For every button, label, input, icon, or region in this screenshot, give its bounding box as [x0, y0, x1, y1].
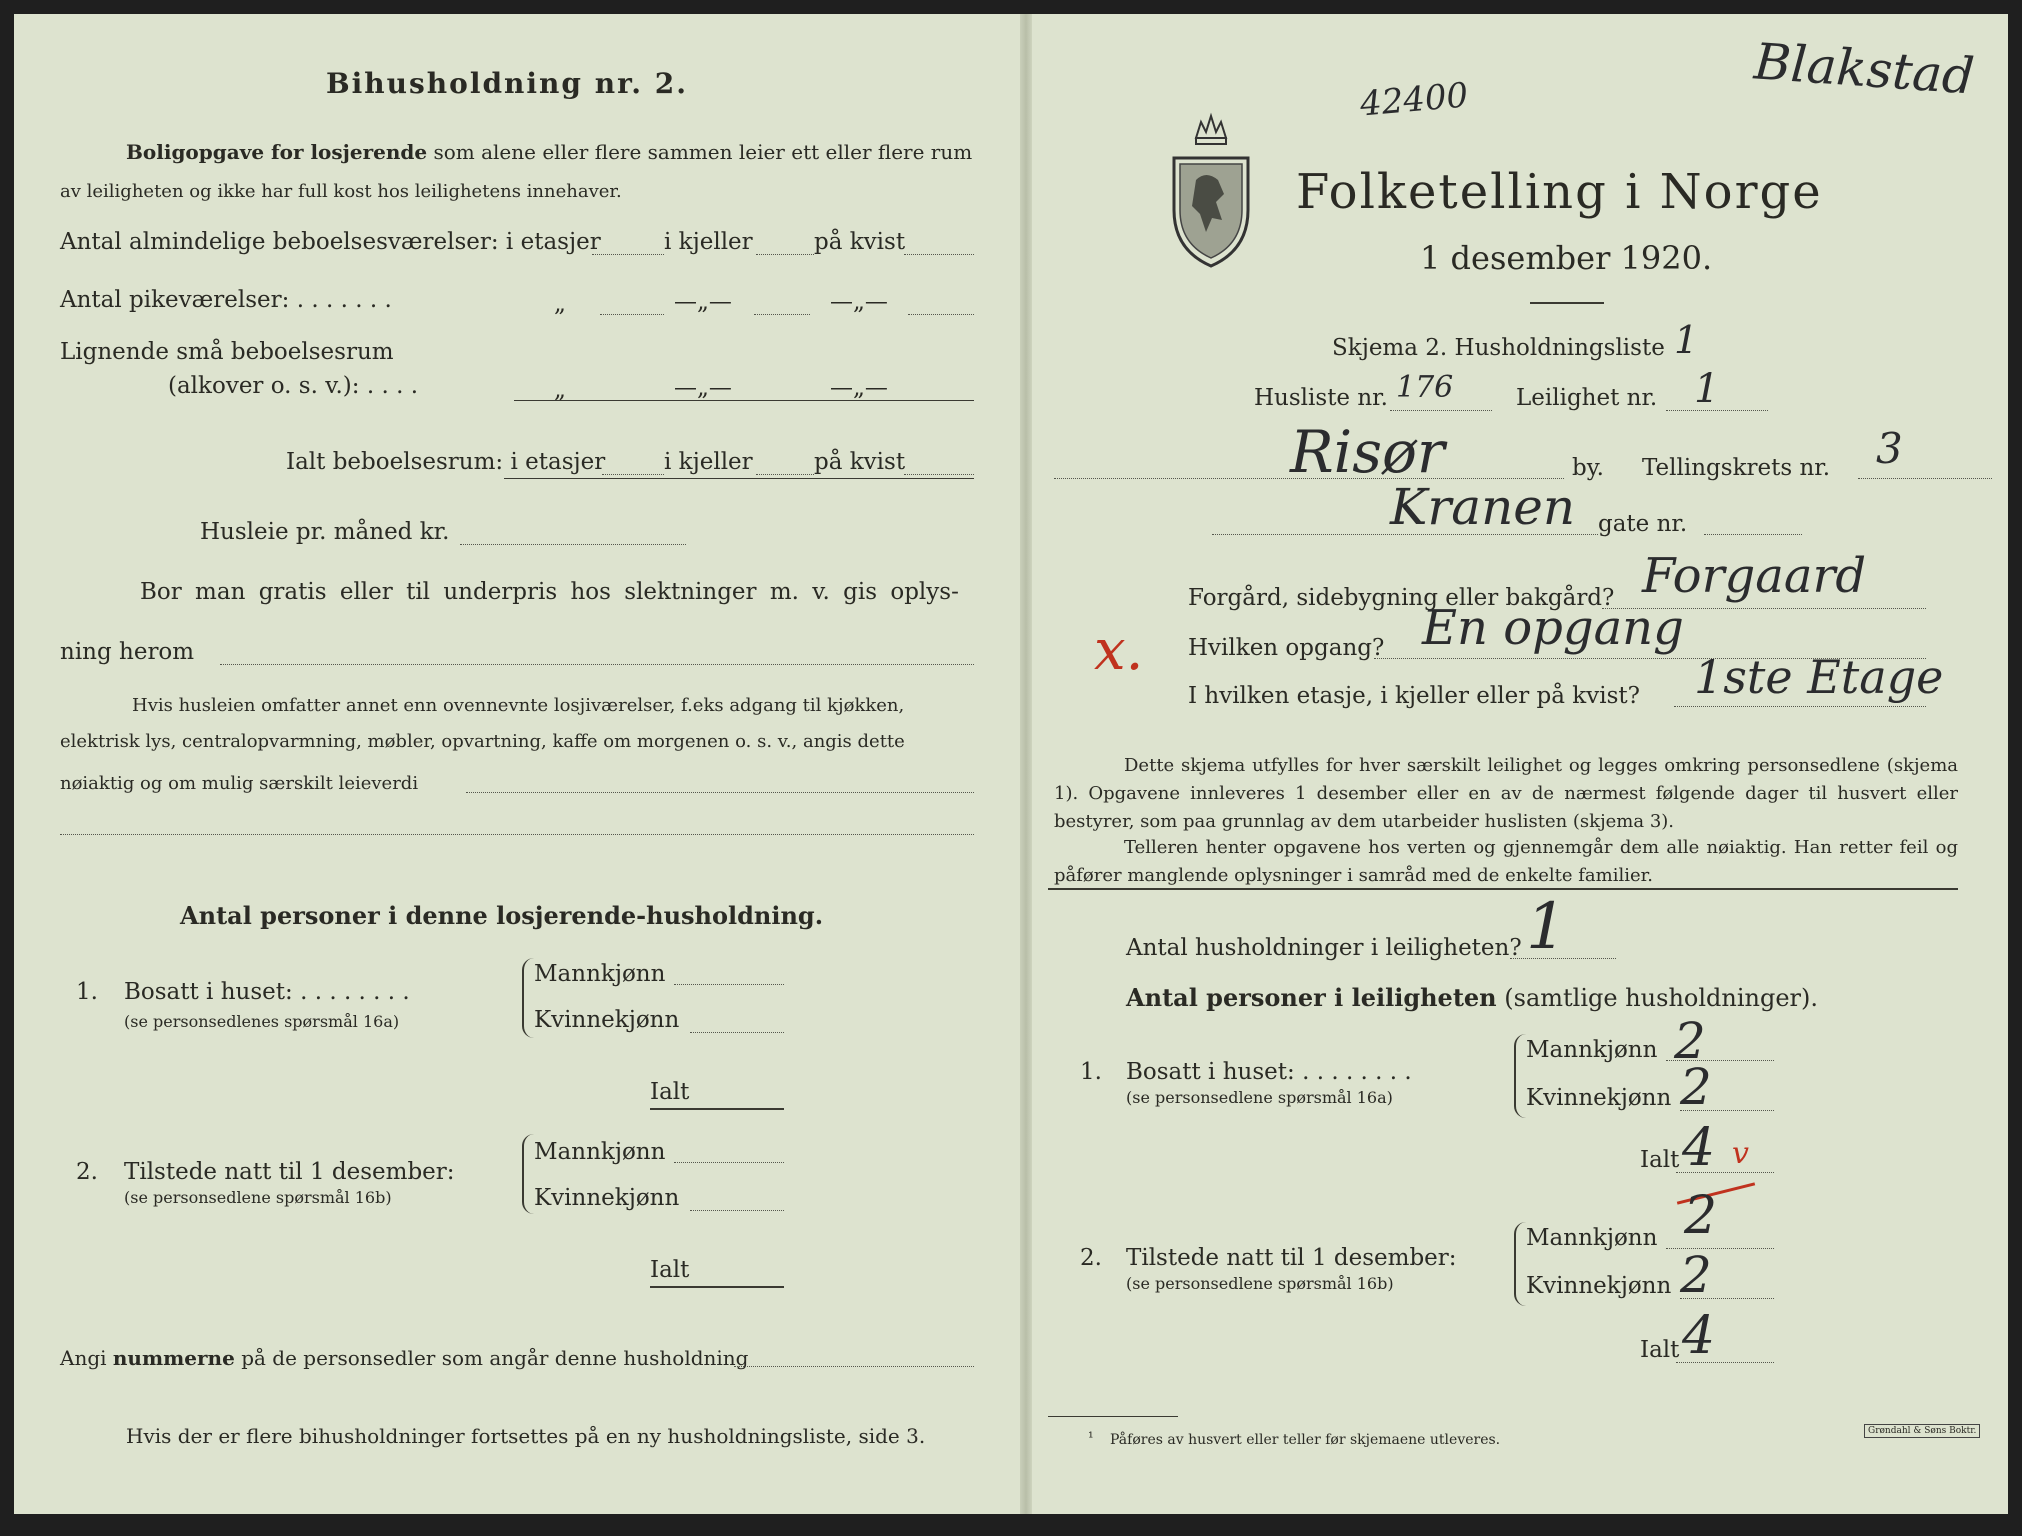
left-q1-number: 1.: [76, 979, 98, 1005]
pike-kjeller-blank[interactable]: [754, 314, 810, 315]
hw-etasje: 1ste Etage: [1694, 650, 1944, 704]
left-q2-mann-blank[interactable]: [674, 1162, 784, 1163]
left-q2-ialt-line[interactable]: [650, 1286, 784, 1288]
right-q1-number: 1.: [1080, 1059, 1102, 1085]
right-q2-ialt-label: Ialt: [1640, 1337, 1680, 1363]
hw-q2-kvinne: 2: [1680, 1246, 1712, 1304]
hw-q2-ialt: 4: [1682, 1306, 1716, 1366]
hw-top-name: Blakstad: [1752, 32, 1977, 106]
left-q2-label: Tilstede natt til 1 desember:: [124, 1159, 455, 1185]
angi-line: Angi nummerne på de personsedler som angår denne husholdning: [60, 1346, 749, 1370]
right-q2-brace: [1514, 1222, 1526, 1306]
page-fold: [1020, 14, 1032, 1514]
leieverdi-blank[interactable]: [466, 792, 974, 793]
ditto-dash: —„—: [674, 289, 732, 315]
left-q1-ialt-label: Ialt: [650, 1079, 690, 1105]
by-label: by.: [1572, 455, 1604, 481]
krets-blank[interactable]: [1858, 478, 1992, 479]
right-q1-label: Bosatt i huset: . . . . . . . .: [1126, 1059, 1412, 1085]
kvist-label: på kvist: [814, 229, 906, 255]
ditto-mark: „: [554, 291, 566, 317]
footnote-mark: ¹: [1088, 1430, 1094, 1446]
skjema-label: Skjema 2. Husholdningsliste: [1332, 335, 1665, 361]
ialt-etasjer-blank[interactable]: [602, 474, 664, 475]
right-q1-brace: [1514, 1034, 1526, 1118]
left-q2-kvinne-label: Kvinnekjønn: [534, 1185, 680, 1211]
ditto-mark: „: [554, 377, 566, 403]
hw-husliste-no: 176: [1396, 370, 1454, 405]
kvist-blank[interactable]: [904, 254, 974, 255]
etasjer-blank[interactable]: [592, 254, 664, 255]
hvis-line-1: Hvis husleien omfatter annet enn ovennevnte losjiværelser, f.eks adgang til kjøkken,: [132, 695, 905, 716]
right-q1-kvinne-label: Kvinnekjønn: [1526, 1085, 1672, 1111]
gratis-line-2: ning herom: [60, 639, 195, 665]
husliste-label: Husliste nr.: [1254, 385, 1388, 411]
right-q1-sub: (se personsedlene spørsmål 16a): [1126, 1088, 1393, 1107]
right-persons-heading: Antal personer i leiligheten (samtlige husholdninger).: [1126, 983, 1819, 1012]
census-date: 1 desember 1920.: [1420, 239, 1713, 277]
ialt-kjeller-blank[interactable]: [756, 474, 814, 475]
left-q1-ialt-line[interactable]: [650, 1108, 784, 1110]
gratis-line-1: Bor man gratis eller til underpris hos slektninger m. v. gis oplys-: [140, 579, 959, 605]
kjeller-label: i kjeller: [664, 449, 753, 475]
left-page-title: Bihusholdning nr. 2.: [326, 67, 688, 100]
right-q1-ialt-label: Ialt: [1640, 1147, 1680, 1173]
forgard-label: Forgård, sidebygning eller bakgård?: [1188, 585, 1615, 611]
left-q1-mann-blank[interactable]: [674, 984, 784, 985]
right-page-title: Folketelling i Norge: [1296, 164, 1823, 220]
left-q2-number: 2.: [76, 1159, 98, 1185]
left-persons-heading: Antal personer i denne losjerende-husholdning.: [180, 901, 824, 930]
hw-margin-mark: x.: [1094, 618, 1144, 683]
left-q1-mann-label: Mannkjønn: [534, 961, 666, 987]
pike-kvist-blank[interactable]: [908, 314, 974, 315]
right-q1-mann-label: Mannkjønn: [1526, 1037, 1658, 1063]
instructions-para-2: Telleren henter opgavene hos verten og gjennemgår dem alle nøiaktig. Han retter feil og påfører manglende oplysninger i samråd med de enkelte familier.: [1054, 837, 1958, 886]
hw-q1-kvinne: 2: [1680, 1058, 1712, 1116]
row-lignende-label-1: Lignende små beboelsesrum: [60, 339, 394, 365]
row-antal-label: Antal almindelige beboelsesværelser: i etasjer: [60, 229, 601, 255]
right-q2-sub: (se personsedlene spørsmål 16b): [1126, 1274, 1394, 1293]
ditto-dash: —„—: [830, 375, 888, 401]
right-q2-mann-label: Mannkjønn: [1526, 1225, 1658, 1251]
ditto-dash: —„—: [674, 375, 732, 401]
pike-etasjer-blank[interactable]: [600, 314, 664, 315]
angi-blank[interactable]: [734, 1366, 974, 1367]
left-q2-kvinne-blank[interactable]: [690, 1210, 784, 1211]
hw-city: Risør: [1290, 418, 1445, 486]
gate-no-blank[interactable]: [1704, 534, 1802, 535]
section-rule: [1048, 888, 1958, 890]
hw-q1-check: v: [1732, 1136, 1749, 1171]
lignende-underline: [514, 400, 974, 401]
right-q2-kvinne-label: Kvinnekjønn: [1526, 1273, 1672, 1299]
hvis-line-3: nøiaktig og om mulig særskilt leieverdi: [60, 773, 419, 794]
left-q2-ialt-label: Ialt: [650, 1257, 690, 1283]
hw-forgard: Forgaard: [1642, 548, 1867, 604]
hw-q1-red-sum: 2: [1684, 1186, 1718, 1246]
etasje-blank[interactable]: [1674, 706, 1926, 707]
hw-opgang: En opgang: [1422, 600, 1684, 656]
intro-line-2: av leiligheten og ikke har full kost hos leilighetens innehaver.: [60, 181, 622, 202]
kjeller-blank[interactable]: [756, 254, 814, 255]
kvist-label: på kvist: [814, 449, 906, 475]
row-ialt-label: Ialt beboelsesrum: i etasjer: [286, 449, 606, 475]
left-q2-brace: [522, 1134, 534, 1214]
hw-street: Kranen: [1390, 478, 1576, 536]
leieverdi-blank-2[interactable]: [60, 834, 974, 835]
left-q2-sub: (se personsedlene spørsmål 16b): [124, 1188, 392, 1207]
row-lignende-label-2: (alkover o. s. v.): . . . .: [168, 373, 419, 399]
etasje-label: I hvilken etasje, i kjeller eller på kvist?: [1188, 683, 1640, 709]
footnote-rule: [1048, 1416, 1178, 1417]
tellingskrets-label: Tellingskrets nr.: [1642, 455, 1831, 481]
opgang-label: Hvilken opgang?: [1188, 635, 1385, 661]
leilighet-label: Leilighet nr.: [1516, 385, 1658, 411]
gratis-blank[interactable]: [220, 664, 974, 665]
left-q1-label: Bosatt i huset: . . . . . . . .: [124, 979, 410, 1005]
husholdninger-label: Antal husholdninger i leiligheten?: [1126, 935, 1522, 961]
instructions-para-1: Dette skjema utfylles for hver særskilt leilighet og legges omkring personsedlene (skjema 1). Opgavene innleveres 1 desember eller en av de nærmest følgende dager til husvert eller bestyrer, som paa grunnlag av dem utarbeider huslisten (skjema 3).: [1054, 755, 1958, 832]
left-q1-brace: [522, 958, 534, 1038]
hw-husholdninger: 1: [1526, 890, 1567, 964]
hw-q1-ialt: 4: [1682, 1118, 1716, 1178]
hw-q1-mann: 2: [1674, 1012, 1706, 1070]
row-pike-label: Antal pikeværelser: . . . . . . .: [60, 287, 392, 313]
hw-skjema-no: 1: [1674, 318, 1699, 362]
intro-line-1: Boligopgave for losjerende som alene eller flere sammen leier ett eller flere rum: [126, 140, 973, 164]
husleie-blank[interactable]: [460, 544, 686, 545]
hw-krets-no: 3: [1876, 424, 1903, 473]
right-q2-number: 2.: [1080, 1245, 1102, 1271]
hw-top-number: 42400: [1358, 75, 1470, 125]
kjeller-label: i kjeller: [664, 229, 753, 255]
husliste-blank[interactable]: [1390, 410, 1492, 411]
census-form-sheet: [14, 14, 2008, 1514]
title-rule: [1530, 302, 1604, 304]
left-q1-kvinne-label: Kvinnekjønn: [534, 1007, 680, 1033]
printer-stamp: Grøndahl & Søns Boktr.: [1864, 1424, 1980, 1438]
husleie-label: Husleie pr. måned kr.: [200, 519, 450, 545]
right-q2-label: Tilstede natt til 1 desember:: [1126, 1245, 1457, 1271]
gate-label: gate nr.: [1598, 511, 1688, 537]
coat-of-arms-icon: [1166, 110, 1256, 270]
left-footer: Hvis der er flere bihusholdninger fortsettes på en ny husholdningsliste, side 3.: [126, 1424, 926, 1448]
hvis-line-2: elektrisk lys, centralopvarmning, møbler, opvartning, kaffe om morgenen o. s. v., angis dette: [60, 731, 905, 752]
ialt-underline: [504, 478, 974, 479]
footnote-text: Påføres av husvert eller teller før skjemaene utleveres.: [1110, 1432, 1501, 1448]
hw-leilighet-no: 1: [1694, 366, 1720, 412]
left-q1-kvinne-blank[interactable]: [690, 1032, 784, 1033]
left-q2-mann-label: Mannkjønn: [534, 1139, 666, 1165]
left-q1-sub: (se personsedlenes spørsmål 16a): [124, 1012, 400, 1031]
ditto-dash: —„—: [830, 289, 888, 315]
ialt-kvist-blank[interactable]: [904, 474, 974, 475]
